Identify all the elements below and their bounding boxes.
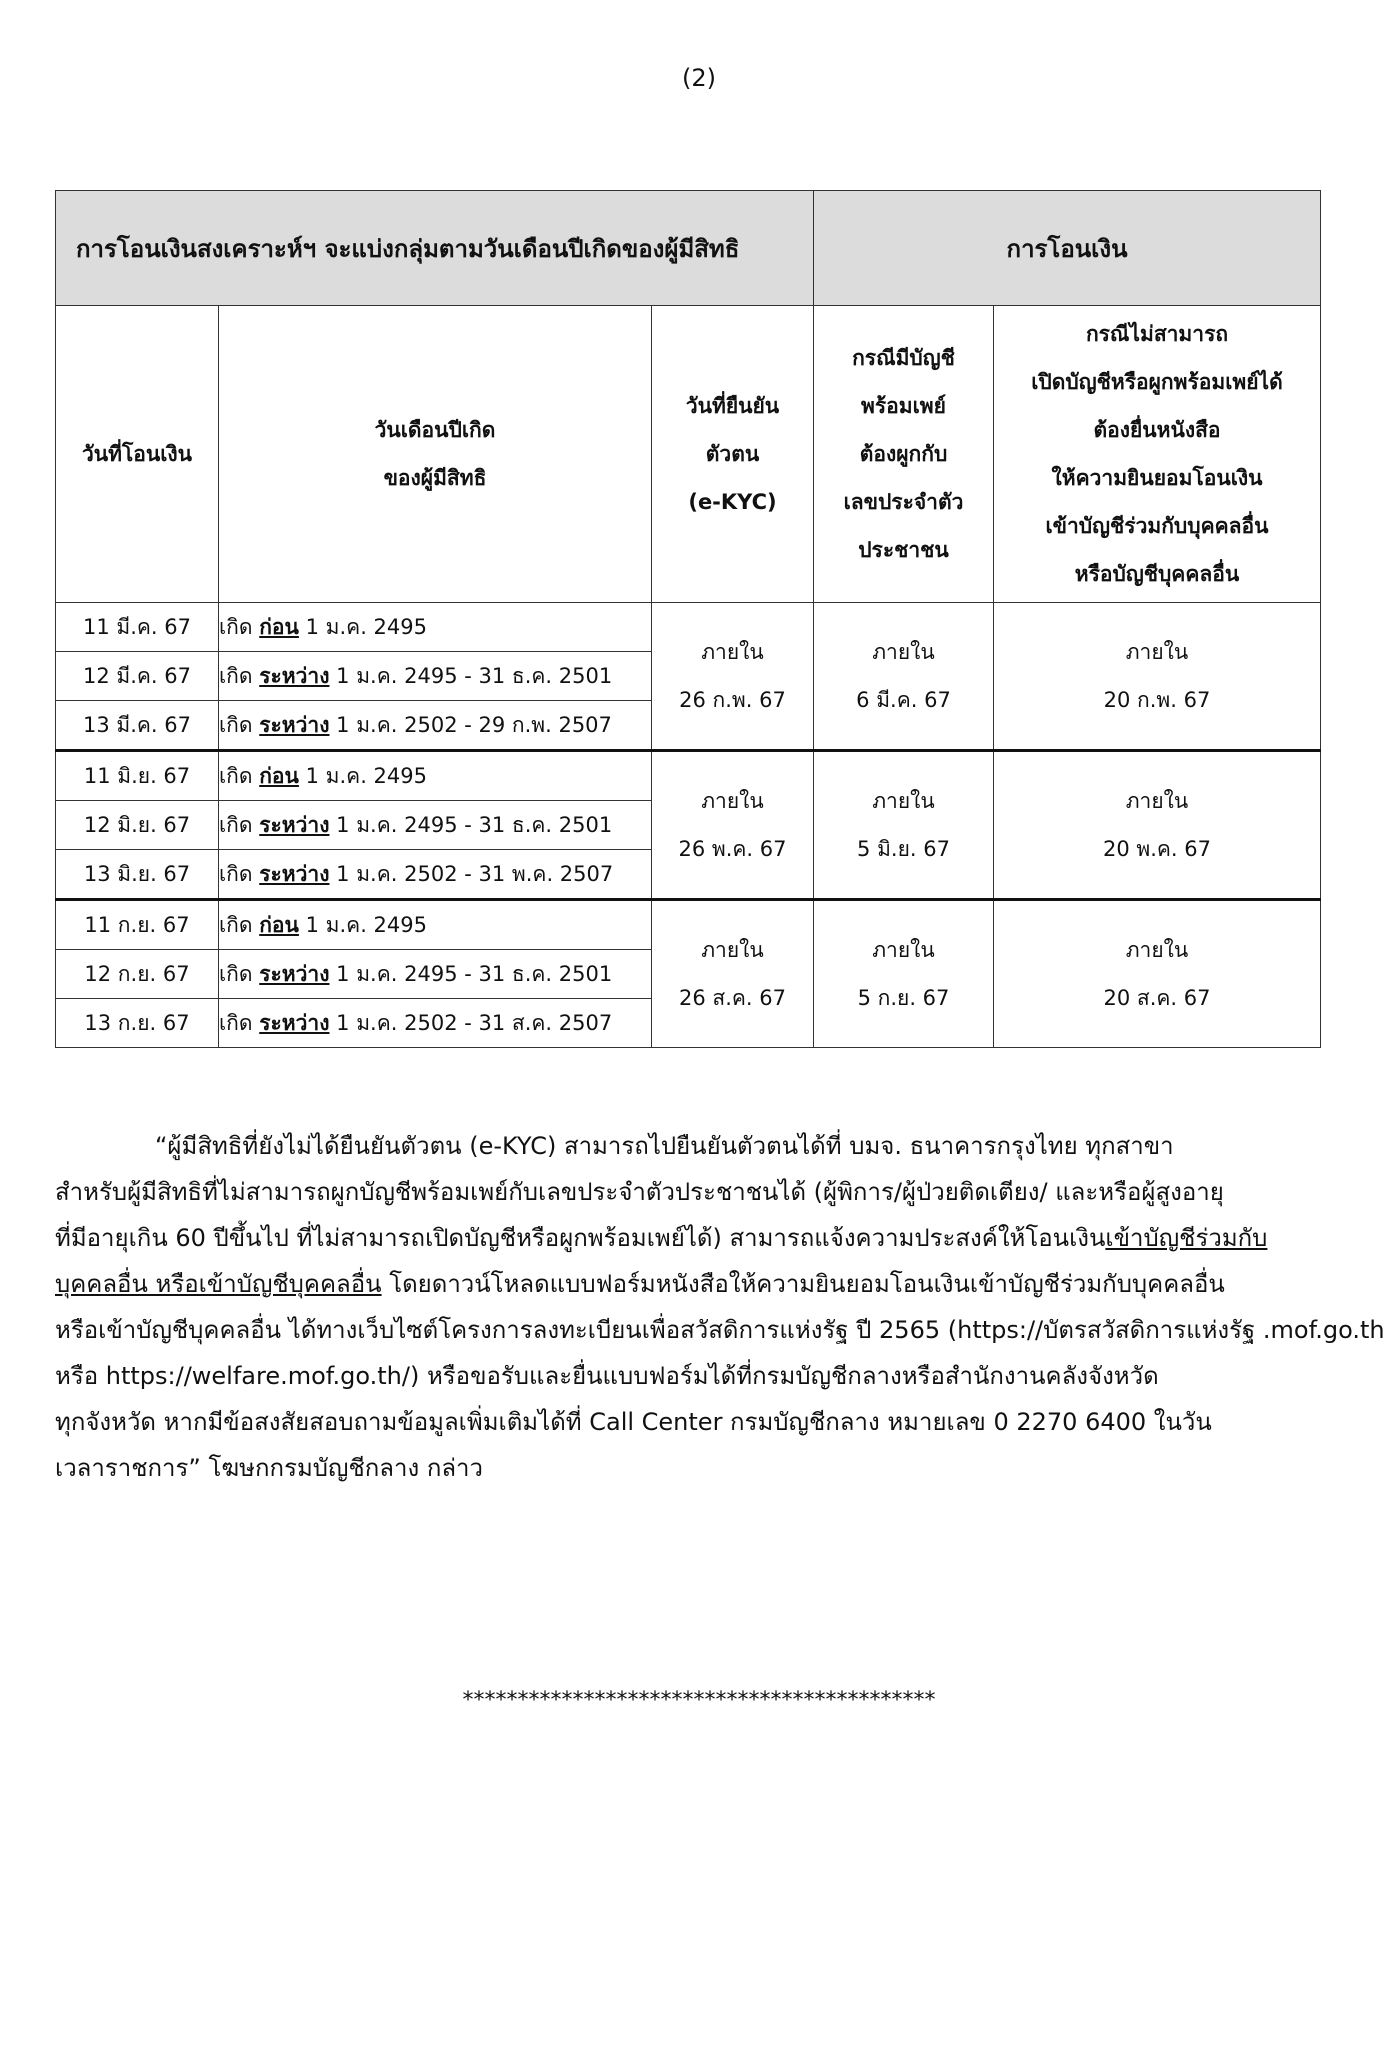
table-row [56, 900, 1321, 950]
header-ekyc: วันที่ยืนยัน ตัวตน (e-KYC) [652, 306, 814, 603]
header-promptpay: กรณีมีบัญชี พร้อมเพย์ ต้องผูกกับ เลขประจำตัว ประชาชน [814, 306, 994, 603]
birth-range-cell: เกิด ระหว่าง 1 ม.ค. 2502 - 31 พ.ค. 2507 [219, 850, 652, 900]
no-account-deadline-cell: ภายใน 20 ส.ค. 67 [994, 900, 1321, 1048]
transfer-date-cell: 13 มี.ค. 67 [56, 701, 219, 751]
promptpay-deadline-cell: ภายใน 6 มี.ค. 67 [814, 603, 994, 751]
paragraph-line: เวลาราชการ” โฆษกกรมบัญชีกลาง กล่าว [55, 1454, 484, 1482]
paragraph-line: หรือ https://welfare.mof.go.th/) หรือขอรับและยื่นแบบฟอร์มได้ที่กรมบัญชีกลางหรือสำนักงานคลังจังหวัด [55, 1362, 1159, 1390]
table-row [56, 603, 1321, 652]
promptpay-deadline-cell: ภายใน 5 มิ.ย. 67 [814, 751, 994, 900]
paragraph-line: ที่มีอายุเกิน 60 ปีขึ้นไป ที่ไม่สามารถเปิดบัญชีหรือผูกพร้อมเพย์ได้) สามารถแจ้งความประสงค์ให้โอนเงินเข้าบัญชีร่วมกับ [55, 1224, 1268, 1252]
table-title-right: การโอนเงิน [814, 191, 1321, 306]
no-account-deadline-cell: ภายใน 20 ก.พ. 67 [994, 603, 1321, 751]
transfer-date-cell: 12 มิ.ย. 67 [56, 801, 219, 850]
table-title-left: การโอนเงินสงเคราะห์ฯ จะแบ่งกลุ่มตามวันเดือนปีเกิดของผู้มีสิทธิ [56, 191, 814, 306]
birth-range-cell: เกิด ระหว่าง 1 ม.ค. 2495 - 31 ธ.ค. 2501 [219, 950, 652, 999]
transfer-date-cell: 11 มี.ค. 67 [56, 603, 219, 652]
transfer-date-cell: 12 มี.ค. 67 [56, 652, 219, 701]
birth-range-cell: เกิด ก่อน 1 ม.ค. 2495 [219, 603, 652, 652]
header-transfer-date: วันที่โอนเงิน [56, 306, 219, 603]
paragraph-line: ทุกจังหวัด หากมีข้อสงสัยสอบถามข้อมูลเพิ่มเติมได้ที่ Call Center กรมบัญชีกลาง หมายเลข 0 2270 6400 ในวัน [55, 1408, 1212, 1436]
transfer-schedule-table [55, 190, 1321, 1048]
ekyc-deadline-cell: ภายใน 26 ส.ค. 67 [652, 900, 814, 1048]
header-no-account: กรณีไม่สามารถ เปิดบัญชีหรือผูกพร้อมเพย์ได้ ต้องยื่นหนังสือ ให้ความยินยอมโอนเงิน เข้าบัญชีร่วมกับบุคคลอื่น หรือบัญชีบุคคลอื่น [994, 306, 1321, 603]
birth-range-cell: เกิด ก่อน 1 ม.ค. 2495 [219, 751, 652, 801]
birth-range-cell: เกิด ระหว่าง 1 ม.ค. 2495 - 31 ธ.ค. 2501 [219, 801, 652, 850]
promptpay-deadline-cell: ภายใน 5 ก.ย. 67 [814, 900, 994, 1048]
transfer-date-cell: 11 มิ.ย. 67 [56, 751, 219, 801]
transfer-date-cell: 12 ก.ย. 67 [56, 950, 219, 999]
paragraph-line: บุคคลอื่น หรือเข้าบัญชีบุคคลอื่น โดยดาวน์โหลดแบบฟอร์มหนังสือให้ความยินยอมโอนเงินเข้าบัญชีร่วมกับบุคคลอื่น [55, 1270, 1225, 1298]
table-row [56, 751, 1321, 801]
header-birth-date: วันเดือนปีเกิด ของผู้มีสิทธิ [219, 306, 652, 603]
birth-range-cell: เกิด ก่อน 1 ม.ค. 2495 [219, 900, 652, 950]
ekyc-deadline-cell: ภายใน 26 ก.พ. 67 [652, 603, 814, 751]
paragraph-line: หรือเข้าบัญชีบุคคลอื่น ได้ทางเว็บไซต์โครงการลงทะเบียนเพื่อสวัสดิการแห่งรัฐ ปี 2565 (https://บัตรสวัสดิการแห่งรัฐ .mof.go.th [55, 1316, 1385, 1344]
page-number: (2) [682, 64, 716, 92]
statement-paragraph [55, 1123, 1385, 1491]
birth-range-cell: เกิด ระหว่าง 1 ม.ค. 2502 - 29 ก.พ. 2507 [219, 701, 652, 751]
birth-range-cell: เกิด ระหว่าง 1 ม.ค. 2495 - 31 ธ.ค. 2501 [219, 652, 652, 701]
end-separator: ******************************************* [462, 1688, 936, 1713]
transfer-date-cell: 11 ก.ย. 67 [56, 900, 219, 950]
paragraph-line: สำหรับผู้มีสิทธิที่ไม่สามารถผูกบัญชีพร้อมเพย์กับเลขประจำตัวประชาชนได้ (ผู้พิการ/ผู้ป่วยติดเตียง/ และหรือผู้สูงอายุ [55, 1178, 1224, 1206]
birth-range-cell: เกิด ระหว่าง 1 ม.ค. 2502 - 31 ส.ค. 2507 [219, 999, 652, 1048]
transfer-date-cell: 13 มิ.ย. 67 [56, 850, 219, 900]
ekyc-deadline-cell: ภายใน 26 พ.ค. 67 [652, 751, 814, 900]
no-account-deadline-cell: ภายใน 20 พ.ค. 67 [994, 751, 1321, 900]
paragraph-line: “ผู้มีสิทธิที่ยังไม่ได้ยืนยันตัวตน (e-KYC) สามารถไปยืนยันตัวตนได้ที่ บมจ. ธนาคารกรุงไทย ทุกสาขา [155, 1132, 1174, 1160]
transfer-date-cell: 13 ก.ย. 67 [56, 999, 219, 1048]
